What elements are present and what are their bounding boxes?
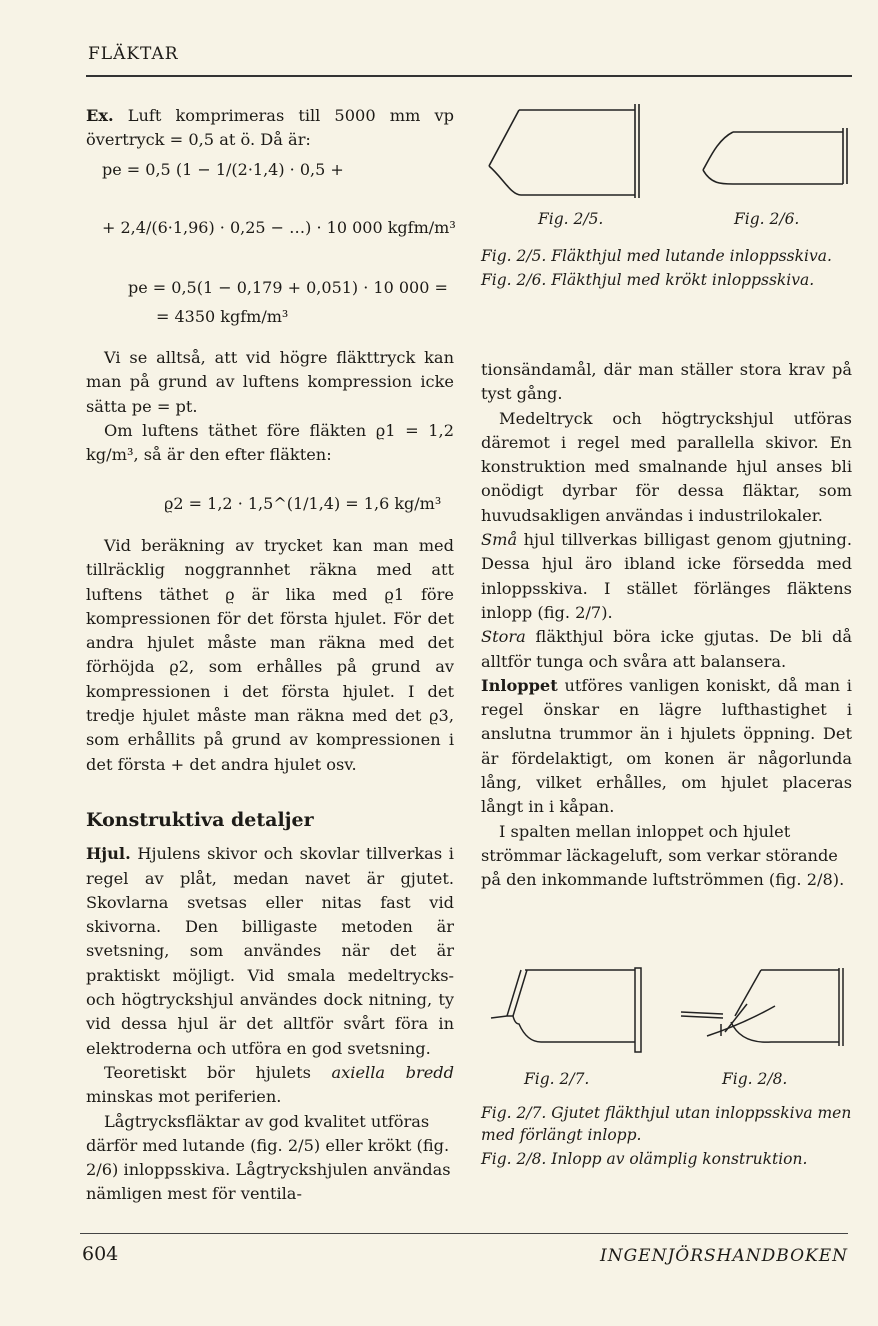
figures-2-5-2-6 bbox=[481, 100, 853, 210]
formula-2: + 2,4/(6·1,96) · 0,25 − …) · 10 000 kgfm/m³ bbox=[102, 218, 456, 237]
fig-2-8-description: Fig. 2/8. Inlopp av olämplig konstruktion. bbox=[481, 1150, 808, 1168]
paragraph-calculation: Vid beräkning av trycket kan man med tillräcklig noggrannhet räkna med att luftens täthet ϱ är lika med ϱ1 före kompressionen för det första hjulet. För det andra hjulet måste man räkna med det förhöjda ϱ2, som erhålles på grund av kompressionen i det första hjulet. I det tredje hjulet måste man räkna med det ϱ3, som erhållits på grund av kompressionen i det första + det andra hjulet osv. bbox=[86, 536, 454, 774]
footer-rule bbox=[80, 1233, 848, 1234]
fig-2-7-label: Fig. 2/7. bbox=[524, 1070, 590, 1088]
axiell-italic: axiella bredd bbox=[331, 1062, 454, 1082]
fig-2-5-drawing bbox=[489, 104, 639, 198]
left-column-top bbox=[86, 104, 454, 153]
run-in-inloppet: Inloppet bbox=[481, 675, 558, 695]
fig-2-6-drawing bbox=[703, 128, 847, 184]
paragraph-density: Om luftens täthet före fläkten ϱ1 = 1,2 kg/m³, så är den efter fläkten: bbox=[86, 420, 454, 465]
fig-desc-bottom bbox=[481, 1102, 853, 1172]
stora-italic: Stora bbox=[481, 627, 526, 647]
run-in-hjul: Hjul. bbox=[86, 844, 131, 864]
formula-5: ϱ2 = 1,2 · 1,5^(1/1,4) = 1,6 kg/m³ bbox=[164, 494, 442, 513]
fig-2-5-description: Fig. 2/5. Fläkthjul med lutande inloppsskiva. bbox=[481, 247, 832, 265]
fig-2-6-description: Fig. 2/6. Fläkthjul med krökt inloppsskiva. bbox=[481, 271, 815, 289]
fig-2-6-label: Fig. 2/6. bbox=[734, 210, 800, 228]
paragraph-continuation: tionsändamål, där man ställer stora krav på tyst gång. bbox=[481, 360, 852, 404]
example-label: Ex. bbox=[86, 106, 114, 125]
formula-4: = 4350 kgfm/m³ bbox=[156, 307, 289, 326]
book-title: INGENJÖRSHANDBOKEN bbox=[600, 1246, 848, 1266]
paragraph-hjul: Hjulens skivor och skovlar tillverkas i regel av plåt, medan navet är gjutet. Skovlarna svetsas eller nitas fast vid skivorna. Den billigaste metoden är svetsning, som användes när det är praktiskt möjligt. Vid smala medeltrycks- och högtryckshjul användes dock nitning, ty vid dessa hjul är det alltför svårt föra in elektroderna och utföra en god svetsning. bbox=[86, 844, 454, 1058]
left-section bbox=[86, 808, 454, 1207]
paragraph-inloppet: utföres vanligen koniskt, då man i regel önskar en lägre lufthastighet i anslutna trummor än i hjulets öppning. Det är fördelaktigt, om konen är någorlunda lång, vilket erhålles, om hjulet placeras långt in i kåpan. bbox=[481, 675, 852, 817]
axiell-post: minskas mot periferien. bbox=[86, 1087, 282, 1107]
formula-3: pe = 0,5(1 − 0,179 + 0,051) · 10 000 = bbox=[128, 278, 448, 297]
paragraph-medeltryck: Medeltryck och högtryckshjul utföras däremot i regel med parallella skivor. En konstruktion med smalnande hjul anses bli onödigt dyrbar för dessa fläktar, som huvudsakligen användas i industrilokaler. bbox=[481, 408, 852, 525]
example-text: Luft komprimeras till 5000 mm vp övertryck = 0,5 at ö. Då är: bbox=[86, 106, 454, 150]
fig-2-5-label: Fig. 2/5. bbox=[538, 210, 604, 228]
axiell-pre: Teoretiskt bör hjulets bbox=[104, 1062, 311, 1082]
sma-italic: Små bbox=[481, 530, 518, 550]
section-heading: Konstruktiva detaljer bbox=[86, 809, 314, 831]
fig-2-8-label: Fig. 2/8. bbox=[722, 1070, 788, 1088]
figures-2-7-2-8 bbox=[481, 962, 853, 1062]
fig-2-7-drawing bbox=[491, 968, 641, 1052]
left-paragraphs-b bbox=[86, 534, 454, 777]
right-paragraphs bbox=[481, 358, 852, 893]
fig-2-8-drawing bbox=[681, 968, 843, 1046]
paragraph-lagtryck: Lågtrycksfläktar av god kvalitet utföras därför med lutande (fig. 2/5) eller krökt (fig. 2/6) inloppsskiva. Lågtryckshjulen användas nämligen mest för ventila- bbox=[86, 1111, 451, 1204]
fig-desc-top bbox=[481, 245, 853, 293]
header-rule bbox=[86, 75, 852, 77]
fig-2-7-description: Fig. 2/7. Gjutet fläkthjul utan inloppsskiva men med förlängt inlopp. bbox=[481, 1104, 852, 1144]
formula-1: pe = 0,5 (1 − 1/(2·1,4) · 0,5 + bbox=[102, 160, 344, 179]
left-paragraphs-a bbox=[86, 346, 454, 467]
page-number: 604 bbox=[82, 1243, 119, 1265]
paragraph-sma: hjul tillverkas billigast genom gjutning. Dessa hjul äro ibland icke försedda med inloppsskiva. I stället förlänges fläktens inlopp (fig. 2/7). bbox=[481, 530, 852, 622]
running-title: FLÄKTAR bbox=[88, 44, 179, 64]
paragraph-stora: fläkthjul böra icke gjutas. De bli då alltför tunga och svåra att balansera. bbox=[481, 627, 852, 671]
paragraph-spalten: I spalten mellan inloppet och hjulet strömmar läckageluft, som verkar störande på den inkommande luftströmmen (fig. 2/8). bbox=[481, 821, 845, 890]
paragraph-compression: Vi se alltså, att vid högre fläkttryck kan man på grund av luftens kompression icke sätta pe = pt. bbox=[86, 348, 454, 416]
